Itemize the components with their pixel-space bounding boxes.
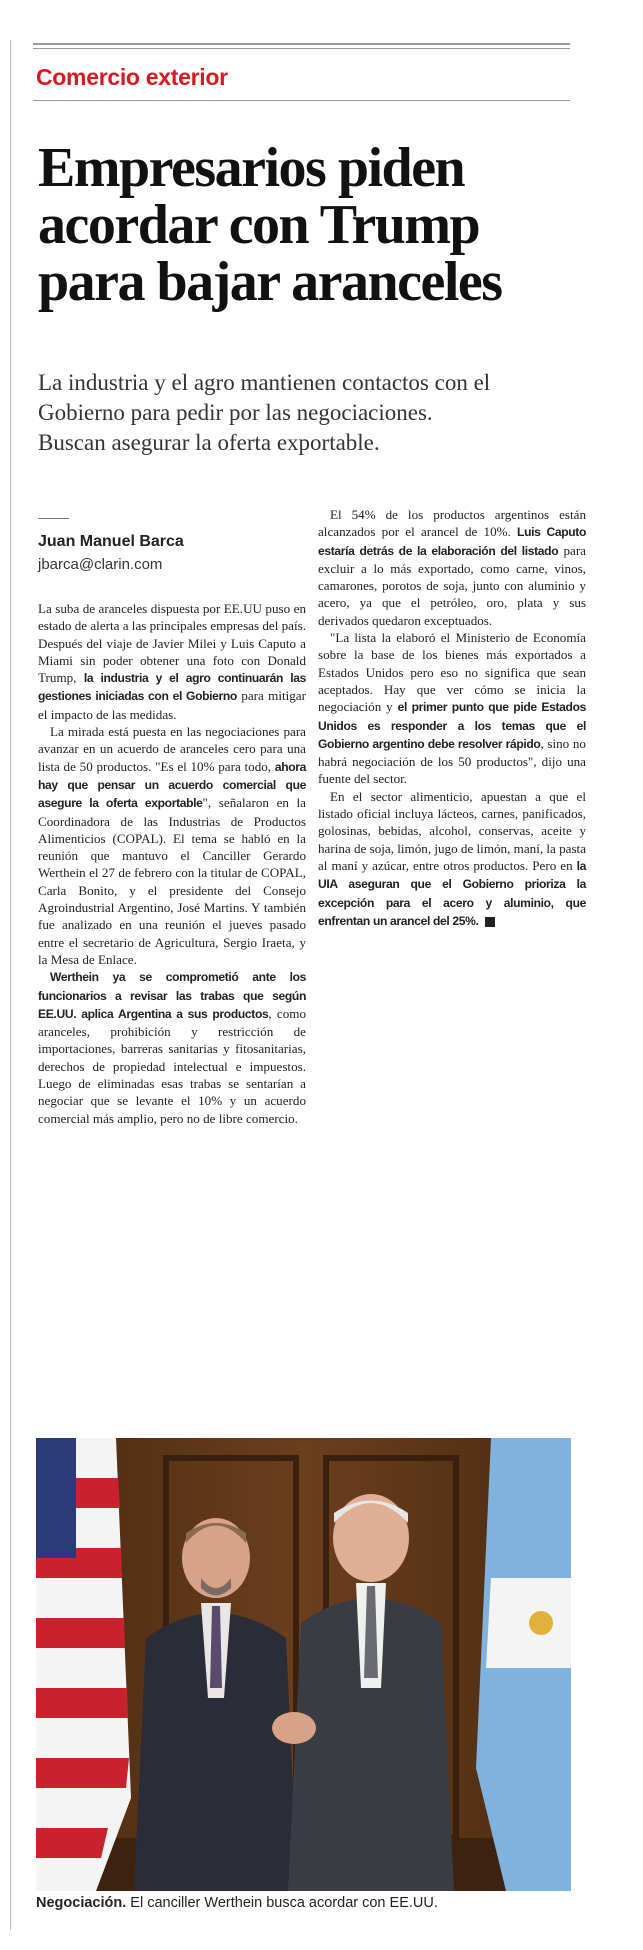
paragraph-6	[318, 788, 586, 930]
us-flag	[36, 1438, 131, 1891]
paragraph-5	[318, 629, 586, 788]
section-label: Comercio exterior	[36, 64, 228, 90]
byline-rule	[38, 518, 69, 519]
paragraph-5-highlight: el primer punto que pide Estados Unidos es responder a los temas que el Gobierno argentino debe resolver rápido	[318, 700, 586, 751]
deck-line-1: La industria y el agro mantienen contactos con el	[38, 370, 491, 395]
handshake	[272, 1712, 316, 1744]
paragraph-1	[38, 600, 306, 723]
paragraph-5-text-end: , sino no habrá negociación de los 50 productos", dijo una fuente del sector.	[318, 735, 586, 787]
deck-subtitle	[38, 368, 593, 458]
author-email: jbarca@clarin.com	[38, 556, 163, 573]
section-rule	[33, 100, 570, 101]
paragraph-6-highlight: la UIA aseguran que el Gobierno prioriza la excepción para el acero y aluminio, que enfrentan un arancel del 25%.	[318, 858, 586, 928]
paragraph-3-highlight: Werthein ya se comprometió ante los funcionarios a revisar las trabas que según EE.UU. aplica Argentina a sus productos	[38, 970, 306, 1021]
paragraph-4	[318, 506, 586, 629]
photo-caption	[36, 1895, 596, 1911]
headline-line-1: Empresarios piden	[38, 137, 465, 199]
paragraph-4-text: El 54% de los productos argentinos están alcanzados por el arancel de 10%.	[318, 507, 586, 540]
paragraph-2-text-end: ", señalaron en la Coordinadora de las Industrias de Productos Alimenticios (COPAL). El tema se habló en la reunión que mantuvo el Canciller Gerardo Werthein el 27 de febrero con la titular de COPAL, Carla Bonito, y el presidente del Consejo Agroindustrial Argentino, José Martins. Y también fue analizado en una reunión el jueves pasado entre el secretario de Agricultura, Sergio Iraeta, y la Mesa de Enlace.	[38, 795, 306, 967]
paragraph-5-text: "La lista la elaboró el Ministerio de Economía sobre la base de los bienes más exportados a Estados Unidos pero eso no significa que sean aceptados. Hay que ver cómo se inicia la negociación y	[318, 630, 586, 715]
paragraph-1-highlight: la industria y el agro continuarán las gestiones iniciadas con el Gobierno	[38, 671, 306, 704]
paragraph-1-text-end: para mitigar el impacto de las medidas.	[38, 688, 306, 722]
top-rule	[33, 43, 570, 45]
paragraph-1-text: La suba de aranceles dispuesta por EE.UU puso en estado de alerta a las principales empresas del país. Después del viaje de Javier Milei y Luis Caputo a Miami sin poder obtener una foto con Donald Trump,	[38, 601, 306, 686]
headline	[38, 137, 598, 313]
article-column-1	[38, 600, 306, 1127]
paragraph-2-highlight: ahora hay que pensar un acuerdo comercial que asegure la oferta exportable	[38, 759, 306, 811]
headline-line-2: acordar con Trump	[38, 194, 480, 256]
article-photo	[36, 1438, 571, 1891]
paragraph-2	[38, 723, 306, 968]
left-column-rule	[10, 40, 11, 1930]
paragraph-3	[38, 968, 306, 1127]
paragraph-4-text-end: para excluir a lo más exportado, como carne, vinos, camarones, porotos de soja, junto con aluminio y acero, ya que el petróleo, oro, plata y sus derivados quedaron exceptuados.	[318, 542, 586, 628]
deck-line-2: Gobierno para pedir por las negociaciones.	[38, 400, 433, 425]
caption-text: El canciller Werthein busca acordar con EE.UU.	[126, 1895, 438, 1911]
end-of-article-mark	[485, 917, 495, 927]
article-column-2	[318, 506, 586, 930]
photo-illustration	[36, 1438, 571, 1891]
top-rule-thin	[33, 48, 570, 49]
paragraph-2-text: La mirada está puesta en las negociaciones para avanzar en un acuerdo de aranceles cero para una lista de 50 productos. "Es el 10% para todo,	[38, 724, 306, 774]
caption-label: Negociación.	[36, 1895, 127, 1911]
paragraph-6-text: En el sector alimenticio, apuestan a que el listado oficial incluya lácteos, carnes, panificados, golosinas, bebidas, alcohol, conservas, aceite y harina de soja, limón, jugo de limón, maní, la pasta al maní y azúcar, entre otros productos. Pero en	[318, 788, 586, 873]
author-name: Juan Manuel Barca	[38, 533, 184, 550]
deck-line-3: Buscan asegurar la oferta exportable.	[38, 430, 380, 455]
paragraph-4-highlight: Luis Caputo estaría detrás de la elaboración del listado	[318, 525, 586, 558]
paragraph-3-text: , como aranceles, prohibición y restricción de importaciones, barreras sanitarias y fitosanitarias, derechos de propiedad intelectual e impuestos. Luego de eliminadas esas trabas se sentarían a negociar que se levante el 10% y un acuerdo comercial más amplio, pero no de libre comercio.	[38, 1005, 306, 1126]
headline-line-3: para bajar aranceles	[38, 251, 502, 313]
argentina-flag	[476, 1438, 571, 1891]
